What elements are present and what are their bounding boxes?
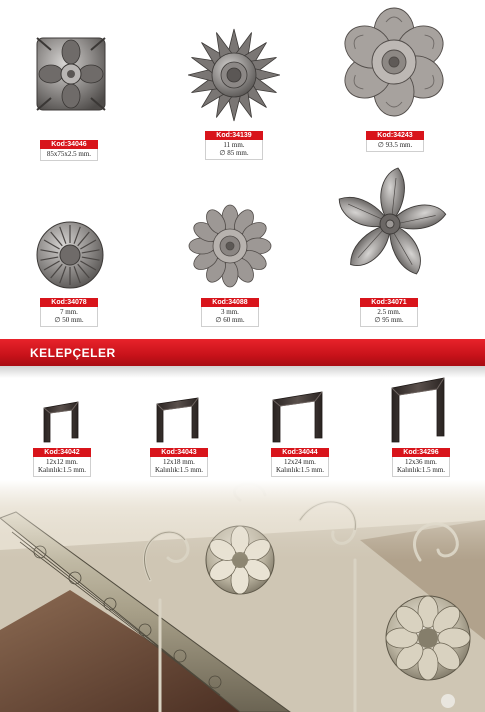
clamp-icon — [388, 374, 450, 446]
product-label — [392, 448, 450, 477]
product-code: Kod:34088 — [201, 298, 259, 307]
product-code: Kod:34044 — [271, 448, 329, 457]
page-indicator-dot — [441, 694, 455, 708]
product-label — [201, 298, 259, 327]
product-label — [40, 140, 98, 161]
product-spec: 12x36 mm. Kalınlık:1.5 mm. — [392, 457, 450, 477]
product-code: Kod:34043 — [150, 448, 208, 457]
product-spec: 3 mm. ∅ 60 mm. — [201, 307, 259, 327]
flower-rosette-icon — [340, 6, 448, 118]
product-spec: 11 mm. ∅ 85 mm. — [205, 140, 263, 160]
product-spec: 12x24 mm. Kalınlık:1.5 mm. — [271, 457, 329, 477]
clamp-icon — [268, 388, 328, 446]
sunflower-rosette-icon — [188, 26, 280, 124]
product-spec: 85x75x2.5 mm. — [40, 149, 98, 161]
product-label — [150, 448, 208, 477]
petal-flower-icon — [330, 166, 456, 286]
product-code: Kod:34296 — [392, 448, 450, 457]
product-code: Kod:34071 — [360, 298, 418, 307]
product-label — [360, 298, 418, 327]
product-label — [366, 131, 424, 152]
product-spec: 7 mm. ∅ 50 mm. — [40, 307, 98, 327]
product-spec: 2.5 mm. ∅ 95 mm. — [360, 307, 418, 327]
product-label — [271, 448, 329, 477]
section-title: KELEPÇELER — [30, 346, 116, 360]
clamp-icon — [38, 398, 84, 444]
round-rosette-icon — [35, 220, 105, 290]
square-rosette-icon — [33, 30, 109, 118]
product-code: Kod:34139 — [205, 131, 263, 140]
product-spec: ∅ 93.5 mm. — [366, 140, 424, 152]
section-header — [0, 339, 485, 366]
product-code: Kod:34243 — [366, 131, 424, 140]
railing-photo — [0, 480, 485, 712]
product-label — [33, 448, 91, 477]
product-label — [40, 298, 98, 327]
product-spec: 12x18 mm. Kalınlık:1.5 mm. — [150, 457, 208, 477]
daisy-rosette-icon — [187, 204, 273, 288]
product-spec: 12x12 mm. Kalınlık:1.5 mm. — [33, 457, 91, 477]
product-code: Kod:34046 — [40, 140, 98, 149]
clamp-icon — [152, 394, 204, 446]
product-code: Kod:34042 — [33, 448, 91, 457]
product-label — [205, 131, 263, 160]
product-code: Kod:34078 — [40, 298, 98, 307]
